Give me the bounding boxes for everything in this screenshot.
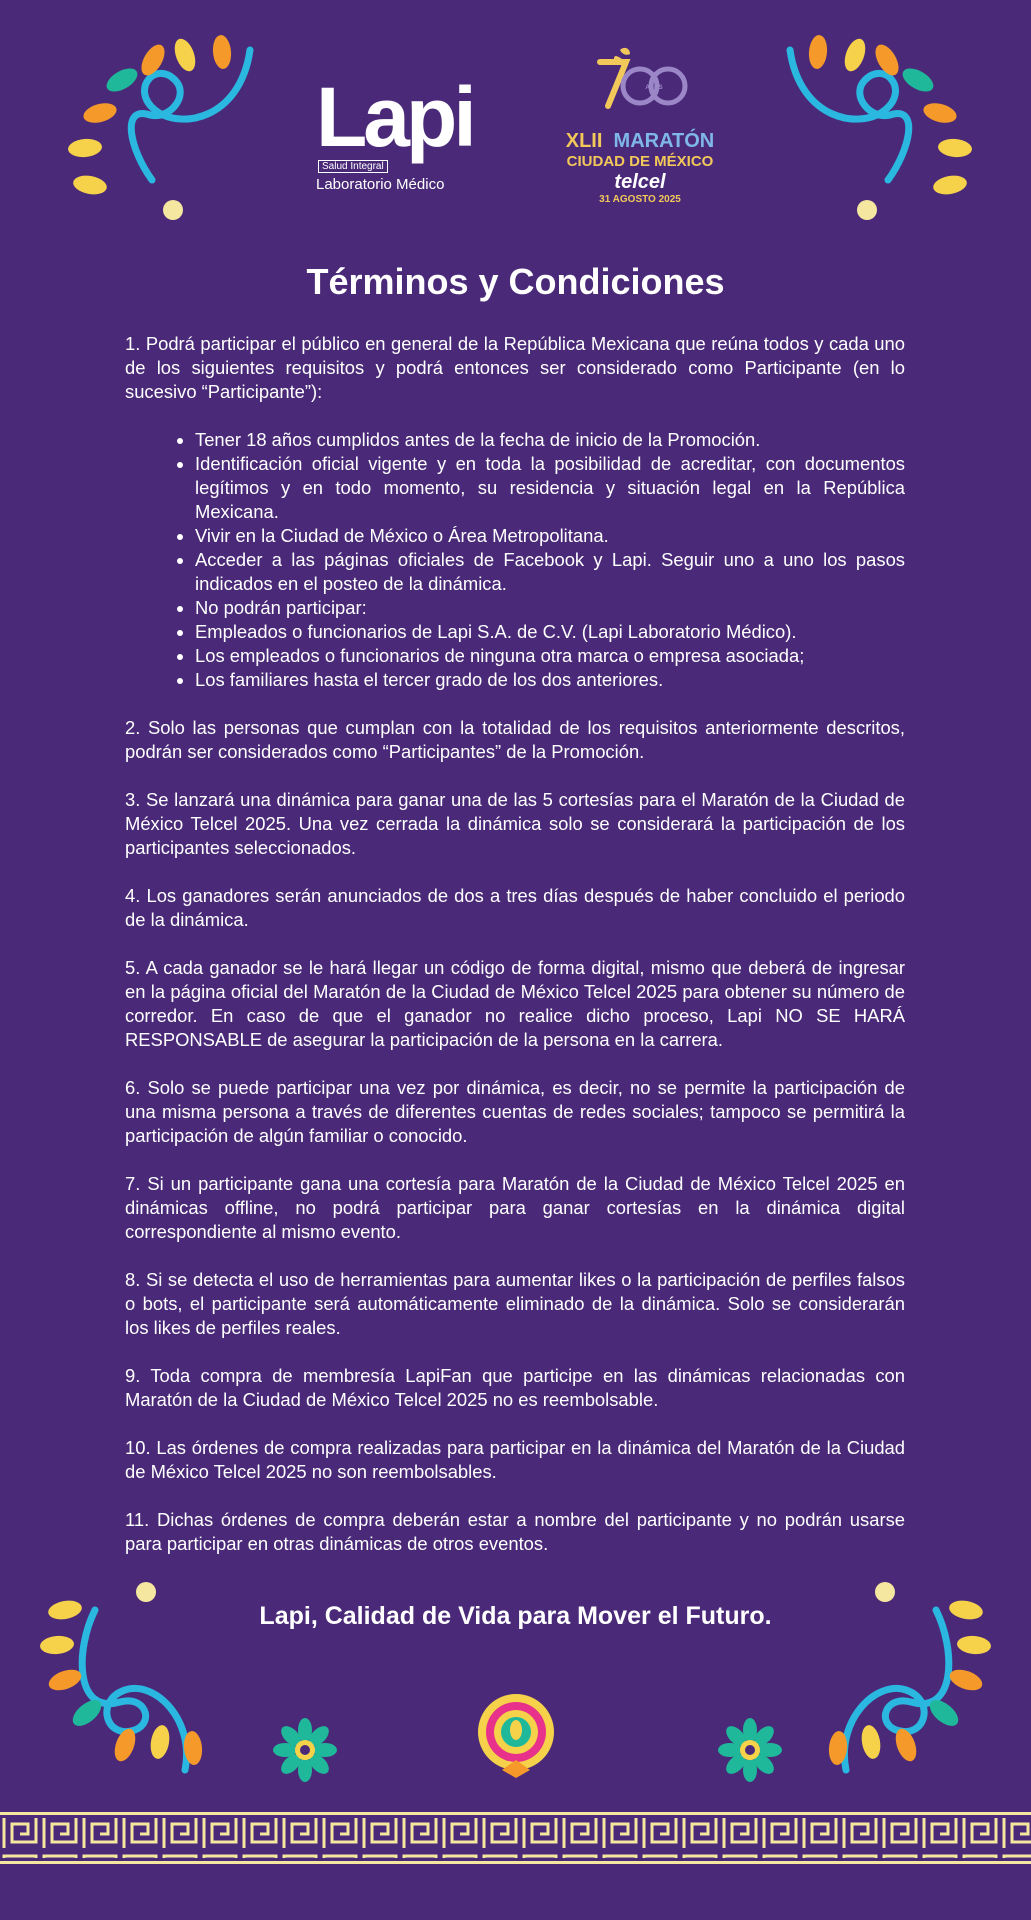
bottom-right-floral-decoration <box>796 1580 996 1780</box>
lapi-logo-tag: Salud Integral <box>318 160 388 173</box>
page-title: Términos y Condiciones <box>306 261 725 302</box>
marathon-city: CIUDAD DE MÉXICO <box>566 153 714 170</box>
clause-6: 6. Solo se puede participar una vez por dinámica, es decir, no se permite la participación de una misma persona a través de diferentes cuentas de redes sociales; tampoco se permitirá la participación de algún familiar o conocido. <box>125 1077 905 1146</box>
requirement-item: • Empleados o funcionarios de Lapi S.A. de C.V. (Lapi Laboratorio Médico). <box>195 620 905 644</box>
requirement-item: • Los empleados o funcionarios de ninguna otra marca o empresa asociada; <box>195 644 905 668</box>
requirement-item: • Identificación oficial vigente y en toda la posibilidad de acreditar, con documentos legítimos y en todo momento, su residencia y situación legal en la República Mexicana. <box>195 452 905 524</box>
lapi-logo-subtitle: Laboratorio Médico <box>316 176 445 193</box>
bottom-left-floral-decoration <box>35 1580 235 1780</box>
greca-border <box>0 1812 1031 1864</box>
clause-10: 10. Las órdenes de compra realizadas para participar en la dinámica del Maratón de la Ciudad de México Telcel 2025 no son reembolsables. <box>125 1437 905 1482</box>
requirement-item: • Los familiares hasta el tercer grado de los dos anteriores. <box>195 668 905 692</box>
marathon-logo <box>560 44 720 206</box>
clause-4: 4. Los ganadores serán anunciados de dos a tres días después de haber concluido el periodo de la dinámica. <box>125 885 905 930</box>
clause-9: 9. Toda compra de membresía LapiFan que participe en las dinámicas relacionadas con Maratón de la Ciudad de México Telcel 2025 no es reembolsable. <box>125 1365 905 1410</box>
top-right-floral-decoration <box>780 30 980 230</box>
clause-3: 3. Se lanzará una dinámica para ganar una de las 5 cortesías para el Maratón de la Ciudad de México Telcel 2025. Una vez cerrada la dinámica solo se considerará la participación de los participantes seleccionados. <box>125 789 905 858</box>
clause-7: 7. Si un participante gana una cortesía para Maratón de la Ciudad de México Telcel 2025 en dinámicas offline, no podrá participar para ganar cortesías en la dinámica digital correspondiente al mismo evento. <box>125 1173 905 1242</box>
clause-8: 8. Si se detecta el uso de herramientas para aumentar likes o la participación de perfiles falsos o bots, el participante será automáticamente eliminado de la dinámica. Solo se considerarán los likes de perfiles reales. <box>125 1269 905 1338</box>
seventy-years-emblem <box>560 44 720 124</box>
lapi-logo-word: Lapi <box>316 70 473 164</box>
clause-1-intro: 1. Podrá participar el público en general de la República Mexicana que reúna todos y cada uno de los siguientes requisitos y podrá entonces ser considerado como Participante (en lo sucesivo “Participante”): <box>125 333 905 402</box>
requirement-item: • Vivir en la Ciudad de México o Área Metropolitana. <box>195 524 905 548</box>
lapi-logo <box>316 70 473 194</box>
teal-flower-icon <box>273 1718 337 1782</box>
telcel-sponsor: telcel <box>614 171 666 193</box>
slogan: Lapi, Calidad de Vida para Mover el Futuro. <box>259 1602 772 1630</box>
center-ornament-icon <box>472 1690 560 1780</box>
marathon-word: MARATÓN <box>613 130 715 152</box>
clause-2: 2. Solo las personas que cumplan con la totalidad de los requisitos anteriormente descritos, podrán ser considerados como “Participantes” de la Promoción. <box>125 717 905 762</box>
terms-content <box>125 332 905 1580</box>
anniversary-label: AÑOS <box>645 85 663 91</box>
top-left-floral-decoration <box>60 30 260 230</box>
requirement-item: • Tener 18 años cumplidos antes de la fecha de inicio de la Promoción. <box>195 428 905 452</box>
clause-11: 11. Dichas órdenes de compra deberán estar a nombre del participante y no podrán usarse para participar en otras dinámicas de otros eventos. <box>125 1509 905 1554</box>
marathon-date: 31 AGOSTO 2025 <box>599 194 681 205</box>
clause-5: 5. A cada ganador se le hará llegar un código de forma digital, mismo que deberá de ingresar en la página oficial del Maratón de la Ciudad de México Telcel 2025 para obtener su número de corredor. En caso de que el ganador no realice dicho proceso, Lapi NO SE HARÁ RESPONSABLE de asegurar la participación de la persona en la carrera. <box>125 957 905 1050</box>
teal-flower-icon <box>718 1718 782 1782</box>
requirements-list <box>125 428 905 692</box>
requirement-item: • No podrán participar: <box>195 596 905 620</box>
marathon-logo-line1 <box>560 129 720 153</box>
marathon-edition: XLII <box>565 130 603 152</box>
requirement-item: • Acceder a las páginas oficiales de Facebook y Lapi. Seguir uno a uno los pasos indicados en el posteo de la dinámica. <box>195 548 905 596</box>
